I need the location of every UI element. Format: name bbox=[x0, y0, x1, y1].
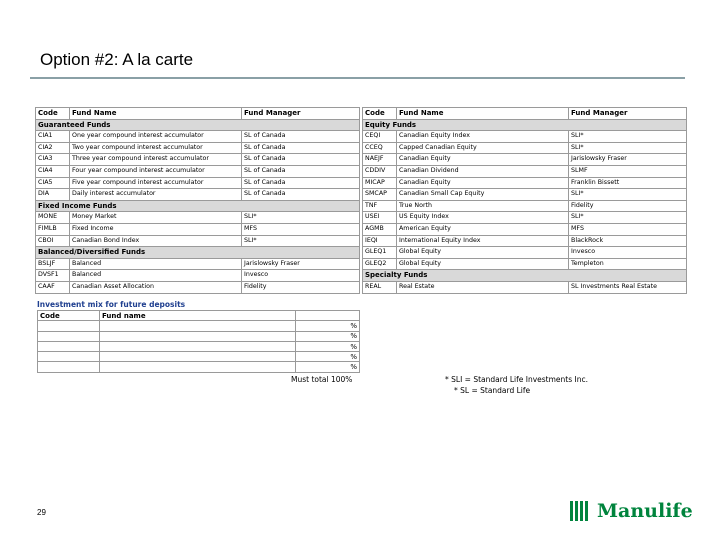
mix-percent-cell: % bbox=[296, 341, 360, 351]
table-row bbox=[363, 281, 687, 293]
table-row bbox=[36, 177, 360, 189]
fund-manager: Fidelity bbox=[569, 200, 687, 212]
fund-manager: SL of Canada bbox=[242, 189, 360, 201]
table-row bbox=[36, 212, 360, 224]
fund-manager: MFS bbox=[242, 223, 360, 235]
fund-name: Balanced bbox=[70, 270, 242, 282]
fund-manager: SLI* bbox=[569, 142, 687, 154]
section-title: Guaranteed Funds bbox=[36, 119, 360, 131]
mix-fund-name-cell bbox=[100, 331, 296, 341]
table-row bbox=[363, 177, 687, 189]
fund-manager: SL of Canada bbox=[242, 165, 360, 177]
fund-name: Daily interest accumulator bbox=[70, 189, 242, 201]
fund-name: Canadian Equity bbox=[397, 154, 569, 166]
table-row bbox=[36, 223, 360, 235]
fund-code: CEQI bbox=[363, 131, 397, 143]
fund-manager: SL Investments Real Estate bbox=[569, 281, 687, 293]
mix-fund-name-cell bbox=[100, 362, 296, 372]
fund-code: MICAP bbox=[363, 177, 397, 189]
fund-manager: Invesco bbox=[242, 270, 360, 282]
mix-code-cell bbox=[38, 331, 100, 341]
table-row bbox=[36, 142, 360, 154]
mix-fund-name-cell bbox=[100, 341, 296, 351]
table-row bbox=[363, 247, 687, 259]
fund-code: TNF bbox=[363, 200, 397, 212]
fund-manager: Jarislowsky Fraser bbox=[242, 258, 360, 270]
table-row bbox=[363, 165, 687, 177]
section-title: Balanced/Diversified Funds bbox=[36, 247, 360, 259]
table-row bbox=[36, 189, 360, 201]
fund-manager: SL of Canada bbox=[242, 154, 360, 166]
section-title: Specialty Funds bbox=[363, 270, 687, 282]
fund-code: FIMLB bbox=[36, 223, 70, 235]
table-header-row bbox=[36, 108, 360, 120]
fund-name: Global Equity bbox=[397, 258, 569, 270]
fund-name: True North bbox=[397, 200, 569, 212]
fund-code: SMCAP bbox=[363, 189, 397, 201]
mix-fund-name-cell bbox=[100, 352, 296, 362]
fund-code: CDDIV bbox=[363, 165, 397, 177]
mix-code-cell bbox=[38, 321, 100, 331]
header-fund-name: Fund Name bbox=[70, 108, 242, 120]
fund-manager: SL of Canada bbox=[242, 142, 360, 154]
fund-name: Canadian Equity Index bbox=[397, 131, 569, 143]
fund-code: MONE bbox=[36, 212, 70, 224]
mix-header-percent bbox=[296, 311, 360, 321]
investment-mix-table bbox=[37, 310, 360, 373]
footnote-sl: * SL = Standard Life bbox=[454, 386, 531, 395]
fund-code: DIA bbox=[36, 189, 70, 201]
mix-percent-cell: % bbox=[296, 352, 360, 362]
slide-title: Option #2: A la carte bbox=[40, 50, 194, 69]
table-row bbox=[363, 154, 687, 166]
fund-code: USEI bbox=[363, 212, 397, 224]
manulife-logo-icon bbox=[570, 501, 592, 521]
fund-code: CIA2 bbox=[36, 142, 70, 154]
fund-code: CIA4 bbox=[36, 165, 70, 177]
table-row bbox=[36, 131, 360, 143]
fund-table-right bbox=[362, 107, 687, 294]
fund-manager: MFS bbox=[569, 223, 687, 235]
header-fund-manager: Fund Manager bbox=[569, 108, 687, 120]
mix-row bbox=[38, 352, 360, 362]
table-row bbox=[36, 235, 360, 247]
fund-name: Global Equity bbox=[397, 247, 569, 259]
table-row bbox=[363, 200, 687, 212]
header-code: Code bbox=[36, 108, 70, 120]
investment-mix-title: Investment mix for future deposits bbox=[37, 300, 186, 309]
table-row bbox=[36, 154, 360, 166]
mix-code-cell bbox=[38, 341, 100, 351]
table-row bbox=[363, 142, 687, 154]
fund-name: American Equity bbox=[397, 223, 569, 235]
fund-code: CIA1 bbox=[36, 131, 70, 143]
fund-name: Two year compound interest accumulator bbox=[70, 142, 242, 154]
section-row bbox=[363, 270, 687, 282]
fund-code: GLEQ1 bbox=[363, 247, 397, 259]
page-number: 29 bbox=[37, 508, 46, 517]
mix-header-row bbox=[38, 311, 360, 321]
fund-manager: Invesco bbox=[569, 247, 687, 259]
logo-text: Manulife bbox=[597, 500, 693, 522]
fund-name: Fixed Income bbox=[70, 223, 242, 235]
fund-name: International Equity Index bbox=[397, 235, 569, 247]
mix-row bbox=[38, 321, 360, 331]
fund-code: CCEQ bbox=[363, 142, 397, 154]
mix-row bbox=[38, 362, 360, 372]
fund-code: CAAF bbox=[36, 281, 70, 293]
fund-name: Canadian Dividend bbox=[397, 165, 569, 177]
fund-code: CBOI bbox=[36, 235, 70, 247]
fund-name: Five year compound interest accumulator bbox=[70, 177, 242, 189]
table-row bbox=[363, 131, 687, 143]
fund-manager: SL of Canada bbox=[242, 177, 360, 189]
fund-code: CIA3 bbox=[36, 154, 70, 166]
fund-name: Capped Canadian Equity bbox=[397, 142, 569, 154]
mix-code-cell bbox=[38, 362, 100, 372]
manulife-logo bbox=[570, 500, 693, 522]
table-row bbox=[36, 270, 360, 282]
fund-name: Canadian Equity bbox=[397, 177, 569, 189]
mix-code-cell bbox=[38, 352, 100, 362]
fund-manager: Jarislowsky Fraser bbox=[569, 154, 687, 166]
mix-row bbox=[38, 341, 360, 351]
mix-fund-name-cell bbox=[100, 321, 296, 331]
footnote-sli: * SLI = Standard Life Investments Inc. bbox=[445, 375, 588, 384]
fund-name: Balanced bbox=[70, 258, 242, 270]
table-row bbox=[363, 212, 687, 224]
fund-manager: SLI* bbox=[569, 189, 687, 201]
fund-code: REAL bbox=[363, 281, 397, 293]
table-row bbox=[363, 235, 687, 247]
fund-code: NAEJF bbox=[363, 154, 397, 166]
must-total-note: Must total 100% bbox=[291, 375, 353, 384]
fund-code: AGMB bbox=[363, 223, 397, 235]
fund-manager: Fidelity bbox=[242, 281, 360, 293]
section-title: Fixed Income Funds bbox=[36, 200, 360, 212]
table-row bbox=[36, 165, 360, 177]
header-fund-manager: Fund Manager bbox=[242, 108, 360, 120]
fund-name: Money Market bbox=[70, 212, 242, 224]
mix-percent-cell: % bbox=[296, 362, 360, 372]
mix-percent-cell: % bbox=[296, 331, 360, 341]
fund-name: Four year compound interest accumulator bbox=[70, 165, 242, 177]
fund-manager: BlackRock bbox=[569, 235, 687, 247]
mix-header-fund-name: Fund name bbox=[100, 311, 296, 321]
fund-manager: SLI* bbox=[569, 131, 687, 143]
mix-percent-cell: % bbox=[296, 321, 360, 331]
fund-name: One year compound interest accumulator bbox=[70, 131, 242, 143]
fund-table-left bbox=[35, 107, 360, 294]
fund-code: GLEQ2 bbox=[363, 258, 397, 270]
section-row bbox=[363, 119, 687, 131]
table-row bbox=[363, 223, 687, 235]
fund-manager: SLMF bbox=[569, 165, 687, 177]
fund-manager: SLI* bbox=[242, 212, 360, 224]
fund-code: IEQI bbox=[363, 235, 397, 247]
fund-name: Canadian Small Cap Equity bbox=[397, 189, 569, 201]
fund-name: Canadian Asset Allocation bbox=[70, 281, 242, 293]
fund-name: US Equity Index bbox=[397, 212, 569, 224]
fund-name: Canadian Bond Index bbox=[70, 235, 242, 247]
fund-manager: Franklin Bissett bbox=[569, 177, 687, 189]
table-row bbox=[36, 281, 360, 293]
fund-name: Three year compound interest accumulator bbox=[70, 154, 242, 166]
section-row bbox=[36, 119, 360, 131]
fund-code: CIA5 bbox=[36, 177, 70, 189]
title-divider bbox=[30, 77, 685, 79]
fund-manager: SLI* bbox=[242, 235, 360, 247]
header-code: Code bbox=[363, 108, 397, 120]
fund-code: DVSF1 bbox=[36, 270, 70, 282]
table-row bbox=[363, 258, 687, 270]
header-fund-name: Fund Name bbox=[397, 108, 569, 120]
mix-row bbox=[38, 331, 360, 341]
fund-code: BSLJF bbox=[36, 258, 70, 270]
section-row bbox=[36, 200, 360, 212]
table-header-row bbox=[363, 108, 687, 120]
table-row bbox=[36, 258, 360, 270]
fund-manager: SLI* bbox=[569, 212, 687, 224]
section-row bbox=[36, 247, 360, 259]
mix-header-code: Code bbox=[38, 311, 100, 321]
fund-manager: Templeton bbox=[569, 258, 687, 270]
table-row bbox=[363, 189, 687, 201]
fund-manager: SL of Canada bbox=[242, 131, 360, 143]
fund-name: Real Estate bbox=[397, 281, 569, 293]
section-title: Equity Funds bbox=[363, 119, 687, 131]
